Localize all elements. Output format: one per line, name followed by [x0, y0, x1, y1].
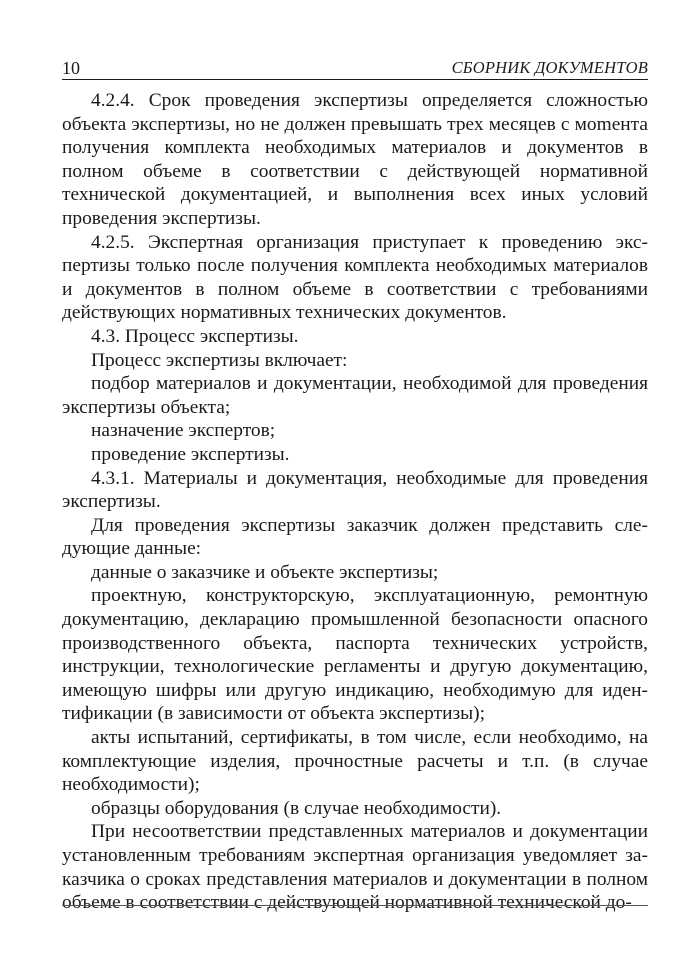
- list-item-equipment-samples: образцы оборудования (в случае необходимости).: [91, 797, 502, 819]
- body-text: [62, 89, 648, 915]
- list-item-materials-selection: подбор материалов и документации, необходимой для проведения экспертизы объекта;: [62, 373, 648, 418]
- list-item-customer-data: данные о заказчике и объекте экспертизы;: [91, 561, 439, 583]
- list-item-experts-appointment: назначение экспертов;: [91, 420, 276, 442]
- section-heading-4-3-1: 4.3.1. Материалы и документация, необходимые для проведения экспертизы.: [62, 467, 648, 513]
- book-title: СБОРНИК ДОКУМЕНТОВ: [451, 58, 648, 77]
- paragraph-nonconformity: При несоответствии представленных материалов и документации установленным требованиям экспертная организация уведомляет заказчика о сроках представления материалов и документации в полном объеме в соответствии с действующей нормативной технической до-: [62, 821, 648, 914]
- running-header: [62, 54, 648, 80]
- paragraph-process-intro: Процесс экспертизы включает:: [91, 349, 348, 371]
- section-heading-4-3: 4.3. Процесс экспертизы.: [91, 325, 299, 347]
- list-item-project-documentation: проектную, конструкторскую, эксплуатационную, ремонтную документацию, декларацию промышленной безопасности опасного производственного объекта, паспорта технических устройств, инструкции, технологические регламенты и другую документацию, имеющую шифры или другую индикацию, необходимую для идентификации (в зависимости от объекта экспертизы);: [62, 585, 648, 725]
- paragraph-4-2-5: 4.2.5. Экспертная организация приступает к проведению экспертизы только после получения комплекта необходимых материалов и документов в полном объеме в соответствии с требованиями действующих нормативных технических документов.: [62, 231, 648, 324]
- list-item-test-reports: акты испытаний, сертификаты, в том числе, если необходимо, на комплектующие изделия, прочностные расчеты и т.п. (в случае необходимости);: [62, 727, 648, 796]
- paragraph-4-2-4: 4.2.4. Срок проведения экспертизы определяется сложностью объекта экспертизы, но не должен превышать трех месяцев с моmента получения комплекта необходимых материалов и документов в полном объеме в соответствии с действующей нормативной технической документацией, и выполнения всех иных условий проведения экспертизы.: [62, 90, 648, 229]
- paragraph-customer-data-intro: Для проведения экспертизы заказчик должен представить следующие данные:: [62, 514, 648, 560]
- document-page: [62, 54, 648, 915]
- page-number: 10: [62, 58, 80, 78]
- bottom-rule: [62, 905, 648, 906]
- list-item-conducting-expertise: проведение экспертизы.: [91, 443, 290, 465]
